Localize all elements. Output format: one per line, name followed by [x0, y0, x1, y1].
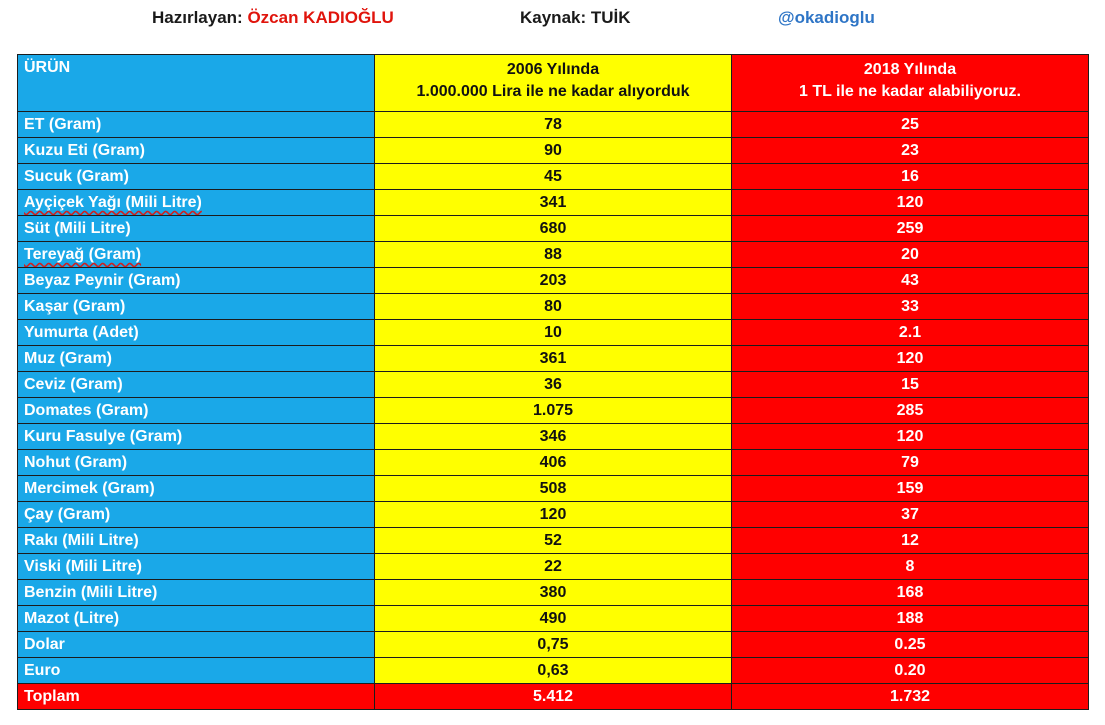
product-name: Kuru Fasulye (Gram)	[18, 424, 375, 450]
value-2018: 159	[732, 476, 1089, 502]
value-2006: 10	[375, 320, 732, 346]
table-row	[18, 554, 1089, 580]
value-2006: 36	[375, 372, 732, 398]
product-name: Mercimek (Gram)	[18, 476, 375, 502]
product-name: Kuzu Eti (Gram)	[18, 138, 375, 164]
product-name: Sucuk (Gram)	[18, 164, 375, 190]
prepared-label: Hazırlayan:	[152, 8, 243, 27]
value-2018: 15	[732, 372, 1089, 398]
total-row	[18, 684, 1089, 710]
value-2018: 16	[732, 164, 1089, 190]
table-header-row	[18, 55, 1089, 112]
column-header-2018	[732, 55, 1089, 112]
value-2018: 168	[732, 580, 1089, 606]
value-2006: 203	[375, 268, 732, 294]
value-2018: 120	[732, 424, 1089, 450]
value-2018: 33	[732, 294, 1089, 320]
column-header-2006-year: 2006 Yılında	[506, 61, 600, 78]
value-2006: 88	[375, 242, 732, 268]
value-2018: 2.1	[732, 320, 1089, 346]
value-2018: 37	[732, 502, 1089, 528]
price-comparison-table	[17, 54, 1089, 710]
table-row	[18, 268, 1089, 294]
product-name: Yumurta (Adet)	[18, 320, 375, 346]
value-2018: 8	[732, 554, 1089, 580]
table-row	[18, 346, 1089, 372]
column-header-product-label: ÜRÜN	[24, 59, 71, 76]
table-row	[18, 242, 1089, 268]
table-row	[18, 450, 1089, 476]
value-2006: 680	[375, 216, 732, 242]
value-2018: 0.25	[732, 632, 1089, 658]
value-2018: 25	[732, 112, 1089, 138]
table-row	[18, 658, 1089, 684]
prepared-by	[152, 8, 394, 28]
value-2006: 0,63	[375, 658, 732, 684]
table-body	[18, 112, 1089, 710]
product-name: Ceviz (Gram)	[18, 372, 375, 398]
value-2006: 80	[375, 294, 732, 320]
table-row	[18, 190, 1089, 216]
table-row	[18, 424, 1089, 450]
table-row	[18, 164, 1089, 190]
table-row	[18, 320, 1089, 346]
product-name: Rakı (Mili Litre)	[18, 528, 375, 554]
value-2018: 188	[732, 606, 1089, 632]
value-2006: 346	[375, 424, 732, 450]
product-name: Dolar	[18, 632, 375, 658]
total-2006: 5.412	[375, 684, 732, 710]
total-label: Toplam	[18, 684, 375, 710]
column-header-2006-desc: 1.000.000 Lira ile ne kadar alıyorduk	[416, 83, 690, 100]
table-row	[18, 476, 1089, 502]
product-name: Kaşar (Gram)	[18, 294, 375, 320]
table-row	[18, 138, 1089, 164]
value-2006: 490	[375, 606, 732, 632]
value-2018: 0.20	[732, 658, 1089, 684]
column-header-2018-year: 2018 Yılında	[863, 61, 957, 78]
column-header-2006	[375, 55, 732, 112]
social-handle[interactable]: @okadioglu	[778, 8, 875, 27]
value-2006: 120	[375, 502, 732, 528]
value-2006: 45	[375, 164, 732, 190]
product-name: Mazot (Litre)	[18, 606, 375, 632]
column-header-product	[18, 55, 375, 112]
product-name: Çay (Gram)	[18, 502, 375, 528]
product-name: Nohut (Gram)	[18, 450, 375, 476]
value-2018: 120	[732, 346, 1089, 372]
table-row	[18, 580, 1089, 606]
product-name: Süt (Mili Litre)	[18, 216, 375, 242]
product-name	[18, 242, 375, 268]
value-2006: 22	[375, 554, 732, 580]
table-row	[18, 372, 1089, 398]
product-name: Euro	[18, 658, 375, 684]
value-2006: 361	[375, 346, 732, 372]
value-2018: 12	[732, 528, 1089, 554]
total-2018: 1.732	[732, 684, 1089, 710]
product-name-text: Tereyağ (Gram)	[24, 246, 142, 263]
value-2006: 0,75	[375, 632, 732, 658]
column-header-2018-desc: 1 TL ile ne kadar alabiliyoruz.	[798, 83, 1021, 100]
value-2006: 380	[375, 580, 732, 606]
product-name	[18, 190, 375, 216]
value-2006: 508	[375, 476, 732, 502]
product-name: Viski (Mili Litre)	[18, 554, 375, 580]
value-2018: 20	[732, 242, 1089, 268]
value-2006: 78	[375, 112, 732, 138]
value-2018: 285	[732, 398, 1089, 424]
header-bar	[0, 8, 1105, 36]
value-2006: 52	[375, 528, 732, 554]
value-2006: 90	[375, 138, 732, 164]
product-name: Beyaz Peynir (Gram)	[18, 268, 375, 294]
product-name: Benzin (Mili Litre)	[18, 580, 375, 606]
table-row	[18, 632, 1089, 658]
author-name: Özcan KADIOĞLU	[247, 8, 394, 27]
value-2018: 43	[732, 268, 1089, 294]
table-row	[18, 502, 1089, 528]
value-2006: 1.075	[375, 398, 732, 424]
value-2018: 79	[732, 450, 1089, 476]
table-row	[18, 112, 1089, 138]
table-row	[18, 528, 1089, 554]
product-name-text: Ayçiçek Yağı (Mili Litre)	[24, 194, 202, 211]
table-row	[18, 398, 1089, 424]
source-label: Kaynak: TUİK	[520, 8, 631, 27]
product-name: ET (Gram)	[18, 112, 375, 138]
table-row	[18, 294, 1089, 320]
value-2006: 406	[375, 450, 732, 476]
product-name: Domates (Gram)	[18, 398, 375, 424]
value-2018: 23	[732, 138, 1089, 164]
table-row	[18, 606, 1089, 632]
value-2006: 341	[375, 190, 732, 216]
value-2018: 120	[732, 190, 1089, 216]
value-2018: 259	[732, 216, 1089, 242]
product-name: Muz (Gram)	[18, 346, 375, 372]
table-row	[18, 216, 1089, 242]
